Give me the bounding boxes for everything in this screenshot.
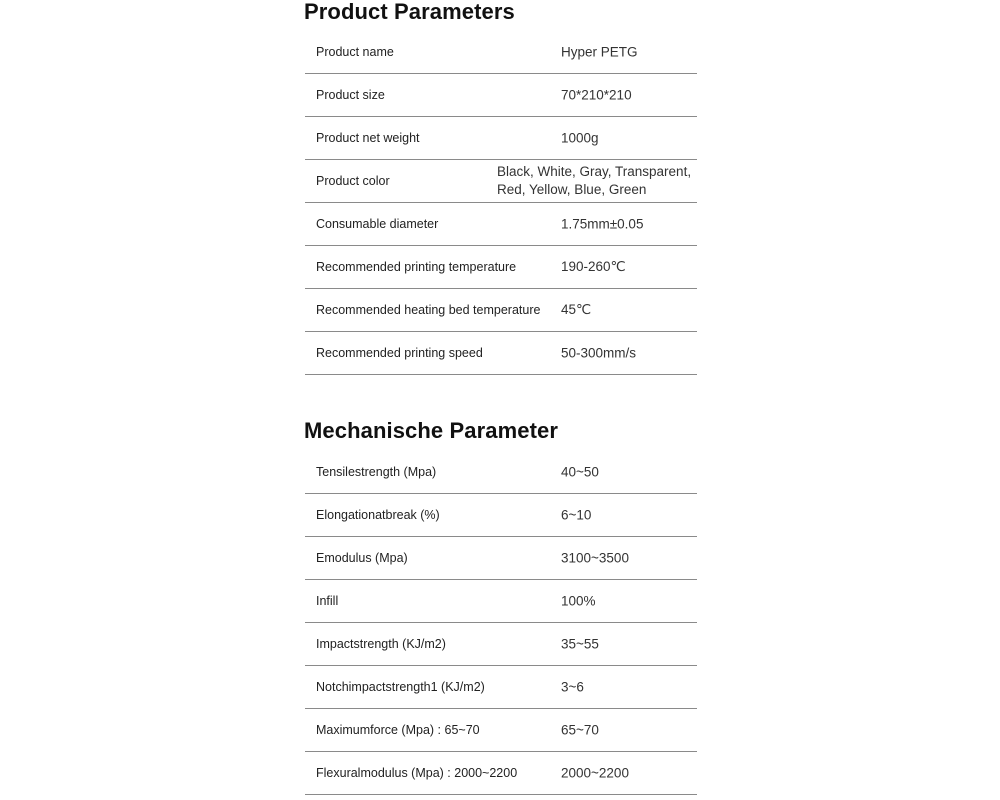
- table-row: [305, 537, 697, 580]
- table-row: [305, 74, 697, 117]
- table-row: [305, 752, 697, 795]
- table-row: [305, 203, 697, 246]
- table-row: [305, 332, 697, 375]
- table-row: [305, 160, 697, 203]
- row-label: Recommended heating bed temperature: [316, 303, 541, 317]
- mechanical-parameters-table: [305, 451, 697, 795]
- row-label: Recommended printing speed: [316, 346, 483, 360]
- row-value: 1.75mm±0.05: [561, 216, 644, 232]
- row-label: Tensilestrength (Mpa): [316, 465, 437, 479]
- row-label: Product size: [316, 88, 385, 102]
- table-row: [305, 289, 697, 332]
- row-value: 70*210*210: [561, 87, 632, 103]
- table-row: [305, 666, 697, 709]
- row-label: Emodulus (Mpa): [316, 551, 408, 565]
- table-row: [305, 246, 697, 289]
- table-row: [305, 31, 697, 74]
- row-value: 2000~2200: [561, 765, 629, 781]
- section-title: Product Parameters: [304, 0, 515, 24]
- table-row: [305, 451, 697, 494]
- row-value: 6~10: [561, 507, 592, 523]
- row-value: 65~70: [561, 722, 599, 738]
- row-value: 1000g: [561, 130, 599, 146]
- row-label: Infill: [316, 594, 339, 608]
- row-label: Recommended printing temperature: [316, 260, 517, 274]
- row-label: Notchimpactstrength1 (KJ/m2): [316, 680, 485, 694]
- row-label: Consumable diameter: [316, 217, 439, 231]
- row-label: Product name: [316, 45, 394, 59]
- table-row: [305, 709, 697, 752]
- table-row: [305, 623, 697, 666]
- row-label: Maximumforce (Mpa) : 65~70: [316, 723, 480, 737]
- row-value: 40~50: [561, 464, 599, 480]
- table-row: [305, 494, 697, 537]
- row-value: 3~6: [561, 679, 584, 695]
- row-label: Flexuralmodulus (Mpa) : 2000~2200: [316, 766, 518, 780]
- section-title: Mechanische Parameter: [304, 418, 559, 443]
- row-value: 100%: [561, 593, 596, 609]
- row-label: Elongationatbreak (%): [316, 508, 440, 522]
- row-value: 50-300mm/s: [561, 345, 637, 361]
- product-parameters-table: [305, 31, 697, 375]
- row-value: Black, White, Gray, Transparent, Red, Yellow, Blue, Green: [497, 164, 692, 197]
- row-value: 45℃: [561, 302, 592, 317]
- row-value: 3100~3500: [561, 550, 629, 566]
- row-value: 35~55: [561, 636, 599, 652]
- row-label: Impactstrength (KJ/m2): [316, 637, 446, 651]
- table-row: [305, 117, 697, 160]
- row-label: Product net weight: [316, 131, 420, 145]
- row-label: Product color: [316, 174, 390, 188]
- row-value: Hyper PETG: [561, 44, 638, 60]
- table-row: [305, 580, 697, 623]
- row-value: 190-260℃: [561, 259, 626, 274]
